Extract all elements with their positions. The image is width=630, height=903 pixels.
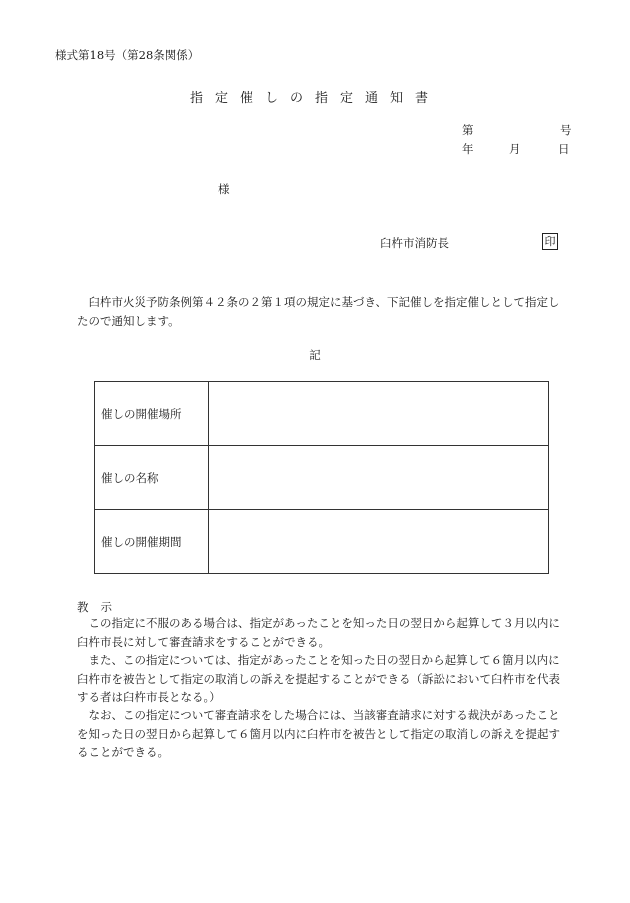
date-day: 日 (558, 142, 570, 156)
date-year: 年 (462, 142, 474, 156)
instruction-paragraph: この指定に不服のある場合は、指定があったことを知った日の翌日から起算して３月以内に臼杵市長に対して審査請求をすることができる。 (77, 616, 560, 649)
row-label-name: 催しの名称 (95, 446, 209, 510)
instruction-paragraph: また、この指定については、指定があったことを知った日の翌日から起算して６箇月以内に臼杵市を被告として指定の取消しの訴えを提起することができる（訴訟において臼杵市を代表する者は臼杵市長となる。） (77, 653, 560, 704)
row-label-period: 催しの開催期間 (95, 510, 209, 574)
event-info-table (94, 381, 549, 574)
form-number: 様式第18号（第28条関係） (55, 48, 200, 62)
table-row (95, 510, 549, 574)
document-title: 指定催しの指定通知書 (189, 91, 440, 106)
issuer-name: 臼杵市消防長 (380, 236, 449, 250)
number-prefix: 第 (462, 123, 474, 137)
row-value-period (209, 510, 549, 574)
body-paragraph: 臼杵市火災予防条例第４２条の２第１項の規定に基づき、下記催しを指定催しとして指定したので通知します。 (77, 295, 560, 328)
seal-mark: 印 (542, 233, 558, 250)
table-row (95, 382, 549, 446)
table-row (95, 446, 549, 510)
row-value-venue (209, 382, 549, 446)
instructions-title: 教示 (77, 600, 124, 614)
addressee-suffix: 様 (218, 182, 230, 196)
ki-heading: 記 (309, 348, 321, 362)
number-suffix: 号 (560, 123, 572, 137)
row-value-name (209, 446, 549, 510)
instruction-paragraph: なお、この指定について審査請求をした場合には、当該審査請求に対する裁決があったことを知った日の翌日から起算して６箇月以内に臼杵市を被告として指定の取消しの訴えを提起することができる。 (77, 708, 560, 759)
row-label-venue: 催しの開催場所 (95, 382, 209, 446)
date-month: 月 (509, 142, 521, 156)
